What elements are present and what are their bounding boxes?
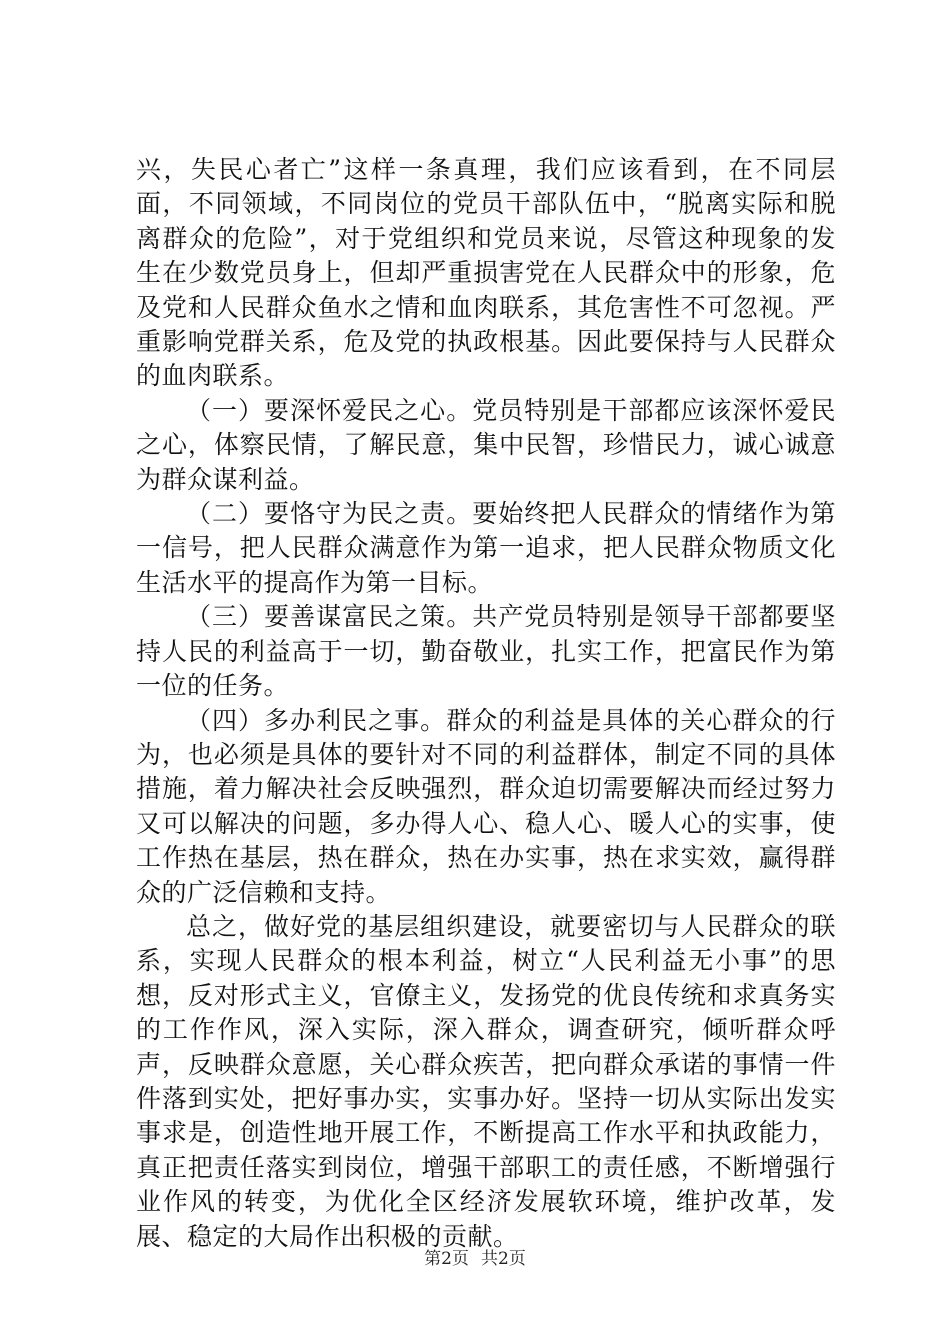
paragraph-item-3: （三）要善谋富民之策。共产党员特别是领导干部都要坚持人民的利益高于一切，勤奋敬业，扎实工作，把富民作为第一位的任务。: [136, 602, 836, 701]
page-footer: [0, 1244, 950, 1269]
page-number-current: 第2页: [424, 1249, 469, 1269]
paragraph-continuation: 兴，失民心者亡”这样一条真理，我们应该看到，在不同层面，不同领域，不同岗位的党员干部队伍中，“脱离实际和脱离群众的危险”，对于党组织和党员来说，尽管这种现象的发生在少数党员身上，但却严重损害党在人民群众中的形象，危及党和人民群众鱼水之情和血肉联系，其危害性不可忽视。严重影响党群关系，危及党的执政根基。因此要保持与人民群众的血肉联系。: [136, 155, 836, 391]
paragraph-item-1: （一）要深怀爱民之心。党员特别是干部都应该深怀爱民之心，体察民情，了解民意，集中民智，珍惜民力，诚心诚意为群众谋利益。: [136, 395, 836, 494]
document-body: [136, 153, 836, 1254]
paragraph-item-2: （二）要恪守为民之责。要始终把人民群众的情绪作为第一信号，把人民群众满意作为第一追求，把人民群众物质文化生活水平的提高作为第一目标。: [136, 499, 836, 597]
page-number-total: 共2页: [481, 1249, 526, 1269]
paragraph-item-4: （四）多办利民之事。群众的利益是具体的关心群众的行为，也必须是具体的要针对不同的利益群体，制定不同的具体措施，着力解决社会反映强烈，群众迫切需要解决而经过努力又可以解决的问题，多办得人心、稳人心、暖人心的实事，使工作热在基层，热在群众，热在办实事，热在求实效，赢得群众的广泛信赖和支持。: [136, 705, 836, 907]
paragraph-conclusion: 总之，做好党的基层组织建设，就要密切与人民群众的联系，实现人民群众的根本利益，树立“人民利益无小事”的思想，反对形式主义，官僚主义，发扬党的优良传统和求真务实的工作作风，深入实际，深入群众，调查研究，倾听群众呼声，反映群众意愿，关心群众疾苦，把向群众承诺的事情一件件落到实处，把好事办实，实事办好。坚持一切从实际出发实事求是，创造性地开展工作，不断提高工作水平和执政能力，真正把责任落实到岗位，增强干部职工的责任感，不断增强行业作风的转变，为优化全区经济发展软环境，维护改革，发展、稳定的大局作出积极的贡献。: [136, 911, 836, 1251]
